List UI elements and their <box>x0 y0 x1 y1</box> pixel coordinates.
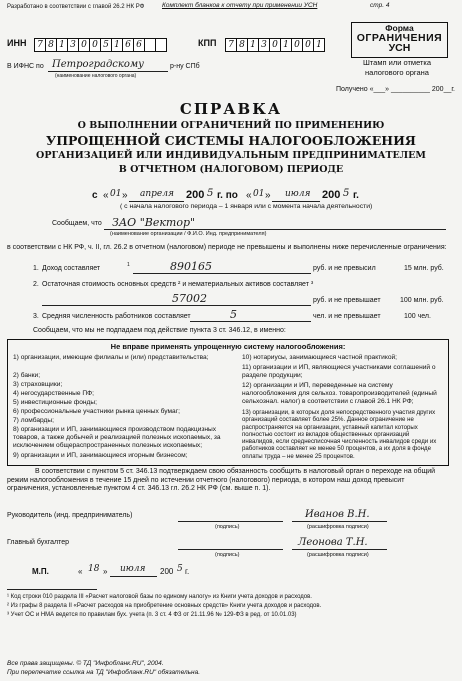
item-3-limit: 100 чел. <box>404 313 431 320</box>
item-1-num: 1. <box>33 265 39 272</box>
period-from-year-prefix: 200 <box>186 189 205 201</box>
period-from-prefix: с <box>92 190 98 201</box>
item-1-value[interactable]: 890165 <box>170 260 212 273</box>
kpp-label: КПП <box>198 38 217 48</box>
inn-digit[interactable]: 0 <box>78 38 90 52</box>
sign-date-day[interactable]: 18 <box>88 564 100 574</box>
item-2-limit: 100 млн. руб. <box>400 297 444 304</box>
kpp-digit[interactable]: 7 <box>225 38 237 52</box>
ifns-prefix: В ИФНС по <box>7 63 44 70</box>
title-line2: УПРОЩЕННОЙ СИСТЕМЫ НАЛОГООБЛОЖЕНИЯ <box>46 133 416 148</box>
form-badge <box>351 22 448 58</box>
period-from-day[interactable]: 01 <box>110 189 122 199</box>
sign-date-month[interactable]: июля <box>120 564 146 574</box>
restriction-4: 4) негосударственные ПФ; <box>13 390 95 397</box>
head-name[interactable]: Иванов В.Н. <box>305 509 370 520</box>
stamp-note: Штамп или отметка налогового органа <box>362 58 432 77</box>
title-line4: В ОТЧЕТНОМ (НАЛОГОВОМ) ПЕРИОДЕ <box>118 164 344 175</box>
kpp-digit[interactable]: 1 <box>247 38 259 52</box>
kpp-digit[interactable]: 0 <box>291 38 303 52</box>
ifns-suffix: р-ну СПб <box>170 63 200 70</box>
org-caption: (наименование организации / Ф.И.О. Инд. предпринимателя) <box>110 231 267 237</box>
item-1-unit: руб. и не превысил <box>313 265 376 272</box>
sign-date-suffix: г. <box>185 567 190 576</box>
item-1-sup: 1 <box>127 262 130 268</box>
period-caption: ( с начала налогового периода – 1 января или с момента начала деятельности) <box>120 203 373 210</box>
form-badge-line3: УСН <box>388 42 411 54</box>
ifns-caption: (наименование налогового органа) <box>55 73 137 79</box>
sign-date-year-prefix: 200 <box>160 567 174 576</box>
restriction-6: 6) профессиональные участники рынка ценных бумаг; <box>13 408 180 415</box>
item-3-label: Средняя численность работников составляет <box>42 313 191 320</box>
form-basis-note: Разработано в соответствии с главой 26.2 НК РФ <box>7 4 145 10</box>
title-main: СПРАВКА <box>179 100 283 118</box>
head-caption-name: (расшифровка подписи) <box>307 524 369 530</box>
intro-text: в соответствии с НК РФ, ч. II, гл. 26.2 в отчетном (налоговом) периоде не превышены и выполнены ниже перечисленные ограничения: <box>7 244 447 251</box>
inn-digit[interactable]: 1 <box>56 38 68 52</box>
item-3-value[interactable]: 5 <box>230 308 237 321</box>
period-suffix: г. <box>353 190 359 201</box>
inn-digit[interactable]: 1 <box>111 38 123 52</box>
period-to-year-prefix: 200 <box>322 189 341 201</box>
ifns-value[interactable]: Петроградскому <box>52 59 144 70</box>
restrictions-box <box>7 339 449 466</box>
period-from-year-digit[interactable]: 5 <box>207 188 214 199</box>
head-caption-sign: (подпись) <box>215 524 240 530</box>
restriction-2: 2) банки; <box>13 372 41 379</box>
period-to-year-digit[interactable]: 5 <box>343 188 350 199</box>
org-name[interactable]: ЗАО "Вектор" <box>112 216 196 229</box>
restriction-11: 11) организации и ИП, являющиеся участниками соглашений о разделе продукции; <box>242 364 436 380</box>
inn-digit[interactable] <box>155 38 167 52</box>
kpp-digit[interactable]: 0 <box>302 38 314 52</box>
copyright-line1: Все права защищены. © ТД "Инфобланк.RU", 2004. <box>7 660 164 667</box>
restriction-5: 5) инвестиционные фонды; <box>13 399 97 406</box>
inn-digit[interactable]: 5 <box>100 38 112 52</box>
inn-digit[interactable]: 7 <box>34 38 46 52</box>
period-to-day[interactable]: 01 <box>253 189 265 199</box>
item-1-limit: 15 млн. руб. <box>404 265 444 272</box>
sign-date-year-digit[interactable]: 5 <box>177 564 183 574</box>
inn-digit[interactable]: 0 <box>89 38 101 52</box>
form-badge-line2: ОГРАНИЧЕНИЯ <box>356 32 443 44</box>
restriction-1: 1) организации, имеющие филиалы и (или) представительства; <box>13 354 209 361</box>
kpp-digit[interactable]: 8 <box>236 38 248 52</box>
obligation-text: В соответствии с пунктом 5 ст. 346.13 подтверждаем свою обязанность сообщить в налоговый орган о переходе на общий режим налогообложения в течение 15 дней по истечении отчетного (налогового) периода, в котором наш доход превысит ограничения, установленные пунктом 4 ст. 346.13 гл. 26.2 НК РФ (см. выше п. 1). <box>7 468 436 492</box>
page-label: стр. 4 <box>370 2 390 9</box>
head-signature-line[interactable] <box>178 521 283 522</box>
item-2-num: 2. <box>33 281 39 288</box>
period-from-month[interactable]: апреля <box>140 189 174 199</box>
accountant-label: Главный бухгалтер <box>7 539 69 546</box>
restriction-7: 7) ломбарды; <box>13 417 54 424</box>
accountant-caption-sign: (подпись) <box>215 552 240 558</box>
footnote-3: ³ Учет ОС и НМА ведется по правилам бух. учета (п. 3 ст. 4 ФЗ от 21.11.96 № 129-ФЗ в ред. от 10.01.03) <box>7 612 297 618</box>
received-line: Получено «___» __________ 200__г. <box>336 86 455 93</box>
inn-digit[interactable]: 6 <box>122 38 134 52</box>
copyright-line2: При перепечатке ссылка на ТД "Инфобланк.RU" обязательна. <box>7 669 201 676</box>
org-prefix: Сообщаем, что <box>52 220 102 227</box>
accountant-caption-name: (расшифровка подписи) <box>307 552 369 558</box>
title-line1: О ВЫПОЛНЕНИИ ОГРАНИЧЕНИЙ ПО ПРИМЕНЕНИЮ <box>77 120 385 131</box>
footnote-1: ¹ Код строки 010 раздела III «Расчет налоговой базы по единому налогу» из Книги учета доходов и расходов. <box>7 594 312 600</box>
period-to-month[interactable]: июля <box>285 189 311 199</box>
not-payer-line: Сообщаем, что мы не подпадаем под действие пункта 3 ст. 346.12, в именно: <box>33 327 286 334</box>
kpp-digit[interactable]: 3 <box>258 38 270 52</box>
restrictions-title: Не вправе применять упрощенную систему налогообложения: <box>110 342 346 351</box>
kpp-field[interactable] <box>225 36 324 54</box>
inn-field[interactable] <box>34 36 166 54</box>
head-label: Руководитель (инд. предприниматель) <box>7 512 133 519</box>
inn-label: ИНН <box>7 38 27 48</box>
kpp-digit[interactable]: 1 <box>313 38 325 52</box>
accountant-name[interactable]: Леонова Т.Н. <box>298 537 368 548</box>
item-2-value[interactable]: 57002 <box>172 292 207 305</box>
item-3-unit: чел. и не превышает <box>313 313 381 320</box>
restriction-9: 9) организации и ИП, занимающиеся игорным бизнесом; <box>13 452 188 459</box>
item-1-label: Доход составляет <box>42 265 101 272</box>
item-3-num: 3. <box>33 313 39 320</box>
form-badge-line1: Форма <box>385 23 414 33</box>
kit-note: Комплект бланков к отчету при применении УСН <box>162 2 318 9</box>
accountant-signature-line[interactable] <box>178 549 283 550</box>
restriction-10: 10) нотариусы, занимающиеся частной практикой; <box>242 354 397 361</box>
item-2-unit: руб. и не превышает <box>313 297 381 304</box>
restriction-3: 3) страховщики; <box>13 381 63 388</box>
kpp-digit[interactable]: 0 <box>269 38 281 52</box>
footnote-2: ² Из графы 8 раздела II «Расчет расходов на приобретение основных средств» Книги учета доходов и расходов. <box>7 603 322 609</box>
inn-digit[interactable]: 3 <box>67 38 79 52</box>
restriction-13: 13) организации, в которых доля непосредственного участия других организаций составляет более 25%. Данное ограничение не распространяется на организации, уставный капитал которых полностью состоит из вкладов общественных организаций инвалидов, если среднесписочная численность инвалидов среди их работников составляет не менее 50 процентов, а их доля в фонде оплаты труда – не менее 25 процентов. <box>242 409 437 460</box>
kpp-digit[interactable]: 1 <box>280 38 292 52</box>
inn-digit[interactable]: 6 <box>133 38 145 52</box>
inn-digit[interactable]: 8 <box>45 38 57 52</box>
stamp-place: М.П. <box>32 567 49 576</box>
restriction-12: 12) организации и ИП, переведенные на систему налогообложения для сельхоз. товаропроизводителей (единый сельхознал. налог) в соответствии с главой 26.1 НК РФ; <box>242 382 437 406</box>
restriction-8: 8) организации и ИП, занимающиеся производством подакцизных товаров, а также добычей и реализацией полезных ископаемых, за исключением общераспространенных полезных ископаемых; <box>13 426 221 450</box>
period-to-prefix: г. по <box>217 190 238 201</box>
item-2-label: Остаточная стоимость основных средств ² и нематериальных активов составляет ³ <box>42 281 314 288</box>
title-line3: ОРГАНИЗАЦИЕЙ ИЛИ ИНДИВИДУАЛЬНЫМ ПРЕДПРИНИМАТЕЛЕМ <box>36 150 426 161</box>
